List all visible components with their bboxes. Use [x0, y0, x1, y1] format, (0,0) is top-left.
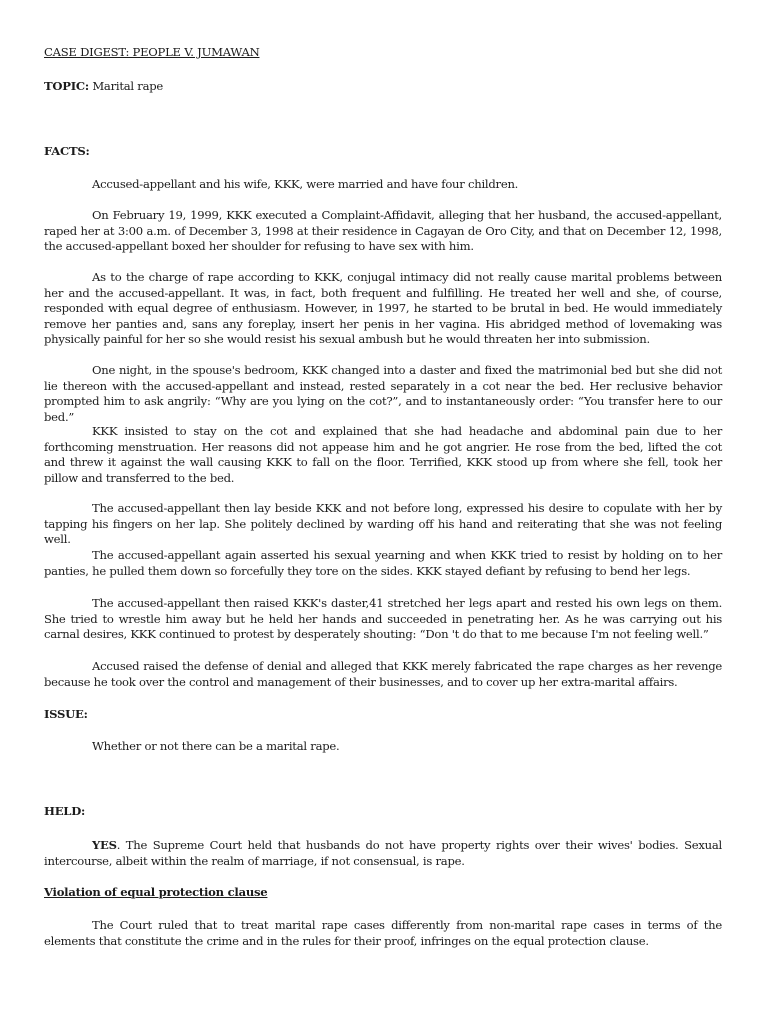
topic-line — [44, 79, 722, 95]
topic-label: TOPIC: — [44, 79, 89, 93]
equal-protection-text: The Court ruled that to treat marital rape cases differently from non-marital rape cases in terms of the elements that constitute the crime and in the rules for their proof, infringes on the equal protection clause. — [44, 918, 722, 948]
facts-paragraph-7: The accused-appellant again asserted his sexual yearning and when KKK tried to resist by holding on to her panties, he pulled them down so forcefully they tore on the sides. KKK stayed defiant by refusing to bend her legs. — [44, 548, 722, 578]
held-paragraph — [44, 838, 722, 869]
issue-heading: ISSUE: — [44, 707, 88, 721]
facts-paragraph-4: One night, in the spouse's bedroom, KKK changed into a daster and fixed the matrimonial bed but she did not lie thereon with the accused-appellant and instead, rested separately in a cot near the bed. Her reclusive behavior prompted him to ask angrily: “Why are you lying on the cot?”, and to instantaneously order: “You transfer here to our bed.” — [44, 363, 722, 424]
facts-paragraph-1: Accused-appellant and his wife, KKK, were married and have four children. — [92, 177, 519, 191]
facts-paragraph-9: Accused raised the defense of denial and alleged that KKK merely fabricated the rape charges as her revenge because he took over the control and management of their businesses, and to cover up her extra-marital affairs. — [44, 659, 722, 689]
topic-value: Marital rape — [92, 79, 164, 93]
facts-paragraph-6: The accused-appellant then lay beside KKK and not before long, expressed his desire to copulate with her by tapping his fingers on her lap. She politely declined by warding off his hand and reiterating that she was not feeling well. — [44, 501, 722, 546]
facts-paragraph-5: KKK insisted to stay on the cot and explained that she had headache and abdominal pain due to her forthcoming menstruation. Her reasons did not appease him and he got angrier. He rose from the bed, lifted the cot and threw it against the wall causing KKK to fall on the floor. Terrified, KKK stood up from where she fell, took her pillow and transferred to the bed. — [44, 424, 722, 485]
facts-paragraph-8: The accused-appellant then raised KKK's daster,41 stretched her legs apart and rested his own legs on them. She tried to wrestle him away but he held her hands and succeeded in penetrating her. As he was carrying out his carnal desires, KKK continued to protest by desperately shouting: “Don 't do that to me because I'm not feeling well.” — [44, 596, 722, 641]
issue-text: Whether or not there can be a marital rape. — [92, 739, 340, 753]
equal-protection-heading: Violation of equal protection clause — [44, 885, 268, 899]
facts-paragraph-3: As to the charge of rape according to KKK, conjugal intimacy did not really cause marital problems between her and the accused-appellant. It was, in fact, both frequent and fulfilling. He treated her well and she, of course, responded with equal degree of enthusiasm. However, in 1997, he started to be brutal in bed. He would immediately remove her panties and, sans any foreplay, insert her penis in her vagina. His abridged method of lovemaking was physically painful for her so she would resist his sexual ambush but he would threaten her into submission. — [44, 270, 722, 346]
document-title: CASE DIGEST: PEOPLE V. JUMAWAN — [44, 45, 260, 59]
held-answer: YES — [92, 838, 117, 852]
facts-heading: FACTS: — [44, 144, 90, 158]
held-text: . The Supreme Court held that husbands do not have property rights over their wives' bodies. Sexual intercourse, albeit within the realm of marriage, if not consensual, is rape. — [44, 838, 722, 868]
facts-paragraph-2: On February 19, 1999, KKK executed a Complaint-Affidavit, alleging that her husband, the accused-appellant, raped her at 3:00 a.m. of December 3, 1998 at their residence in Cagayan de Oro City, and that on December 12, 1998, the accused-appellant boxed her shoulder for refusing to have sex with him. — [44, 208, 722, 253]
held-heading: HELD: — [44, 804, 86, 818]
